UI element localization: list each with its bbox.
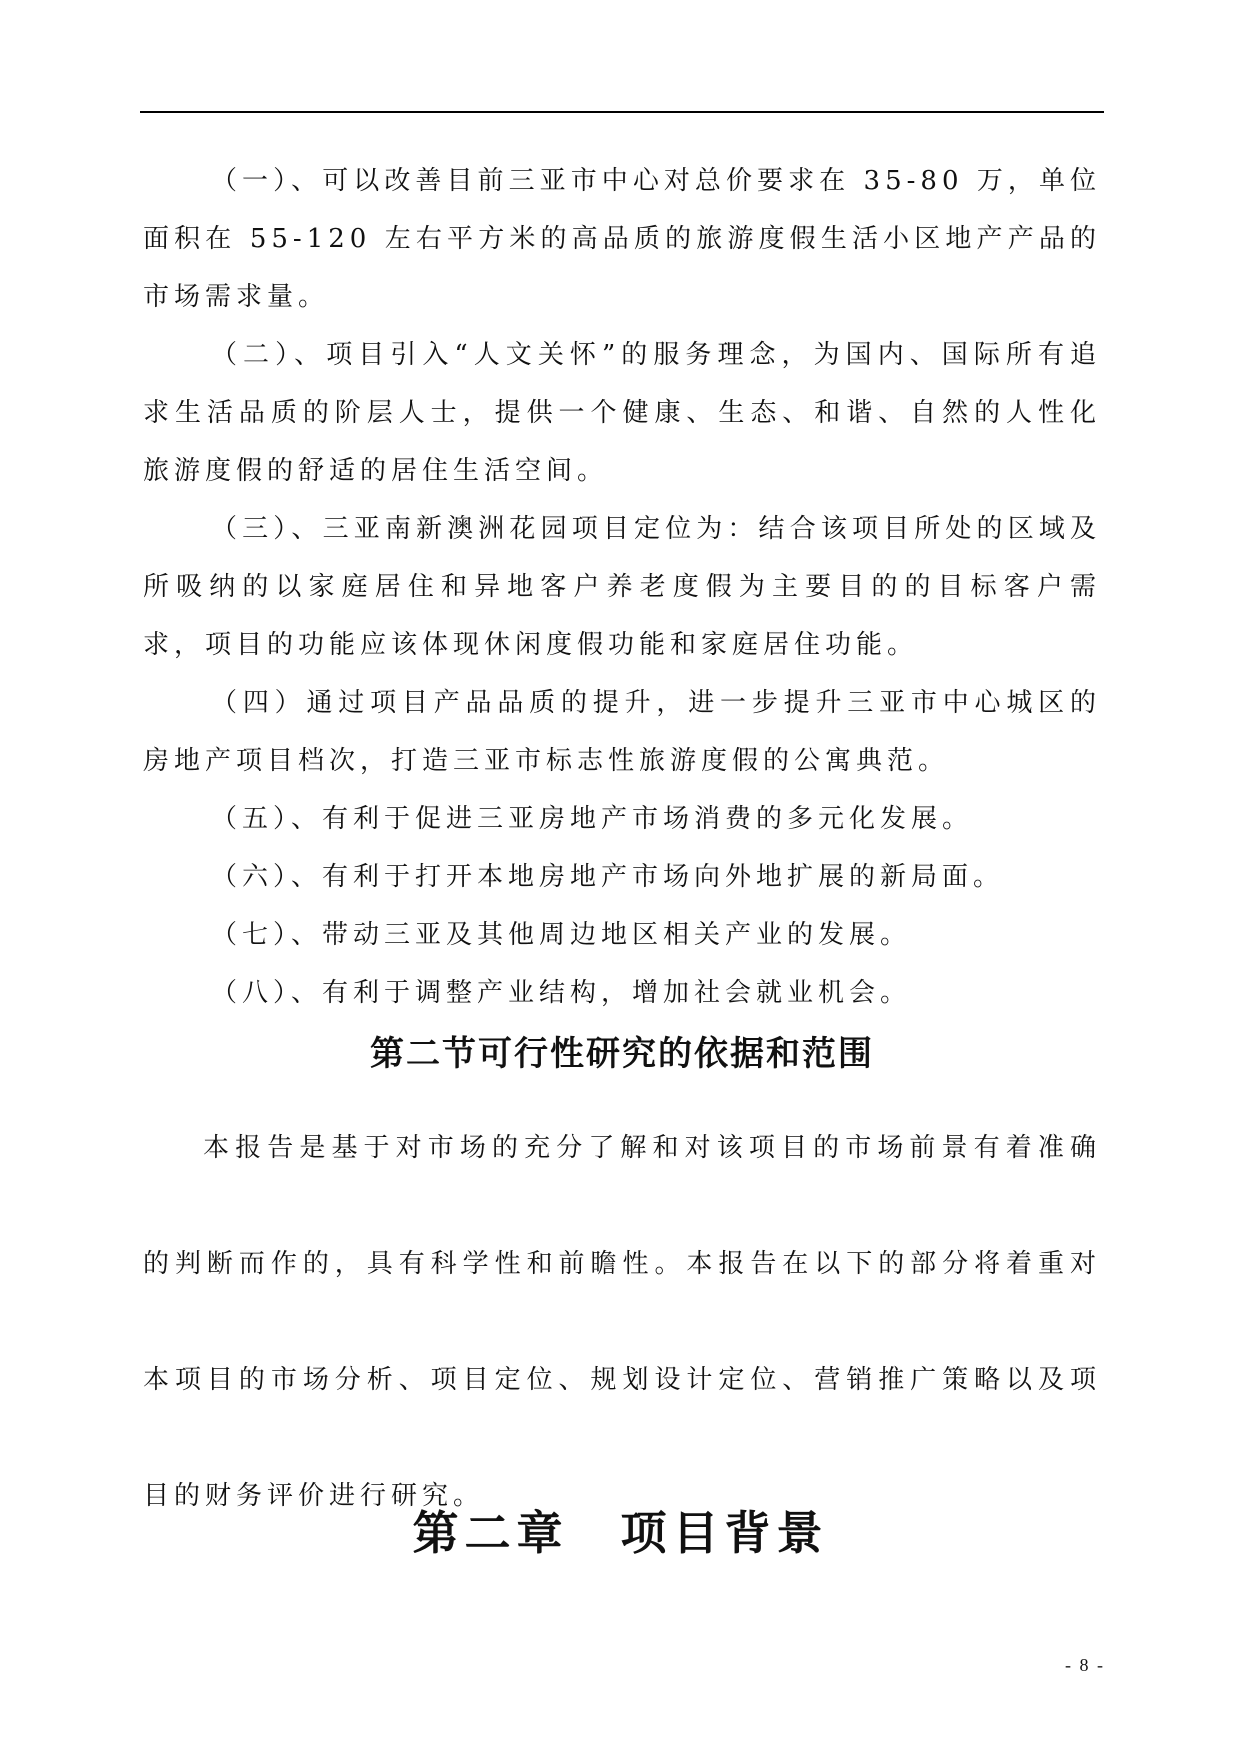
paragraph-item-3: （三）、三亚南新澳洲花园项目定位为：结合该项目所处的区域及所吸纳的以家庭居住和异地客户养老度假为主要目的的目标客户需求，项目的功能应该体现休闲度假功能和家庭居住功能。 — [143, 514, 1101, 660]
page-number: - 8 - — [1065, 1655, 1105, 1675]
section-title: 第二节可行性研究的依据和范围 — [370, 1034, 874, 1074]
paragraph-item-2: （二）、项目引入“人文关怀”的服务理念，为国内、国际所有追求生活品质的阶层人士，提供一个健康、生态、和谐、自然的人性化旅游度假的舒适的居住生活空间。 — [143, 340, 1101, 486]
paragraph-item-7: （七）、带动三亚及其他周边地区相关产业的发展。 — [211, 920, 912, 950]
paragraph-item-5: （五）、有利于促进三亚房地产市场消费的多元化发展。 — [211, 804, 974, 834]
section-body: 本报告是基于对市场的充分了解和对该项目的市场前景有着准确的判断而作的，具有科学性和前瞻性。本报告在以下的部分将着重对本项目的市场分析、项目定位、规划设计定位、营销推广策略以及项目的财务评价进行研究。 — [143, 1133, 1101, 1511]
header-rule — [140, 111, 1104, 113]
paragraph-item-4: （四）通过项目产品品质的提升，进一步提升三亚市中心城区的房地产项目档次，打造三亚市标志性旅游度假的公寓典范。 — [143, 688, 1101, 776]
paragraph-item-1: （一）、可以改善目前三亚市中心对总价要求在 35-80 万，单位面积在 55-120 左右平方米的高品质的旅游度假生活小区地产产品的市场需求量。 — [143, 166, 1101, 312]
document-body — [143, 152, 1101, 1554]
paragraph-item-6: （六）、有利于打开本地房地产市场向外地扩展的新局面。 — [211, 862, 1005, 892]
paragraph-item-8: （八）、有利于调整产业结构，增加社会就业机会。 — [211, 978, 912, 1008]
chapter-title: 第二章 项目背景 — [412, 1505, 829, 1560]
